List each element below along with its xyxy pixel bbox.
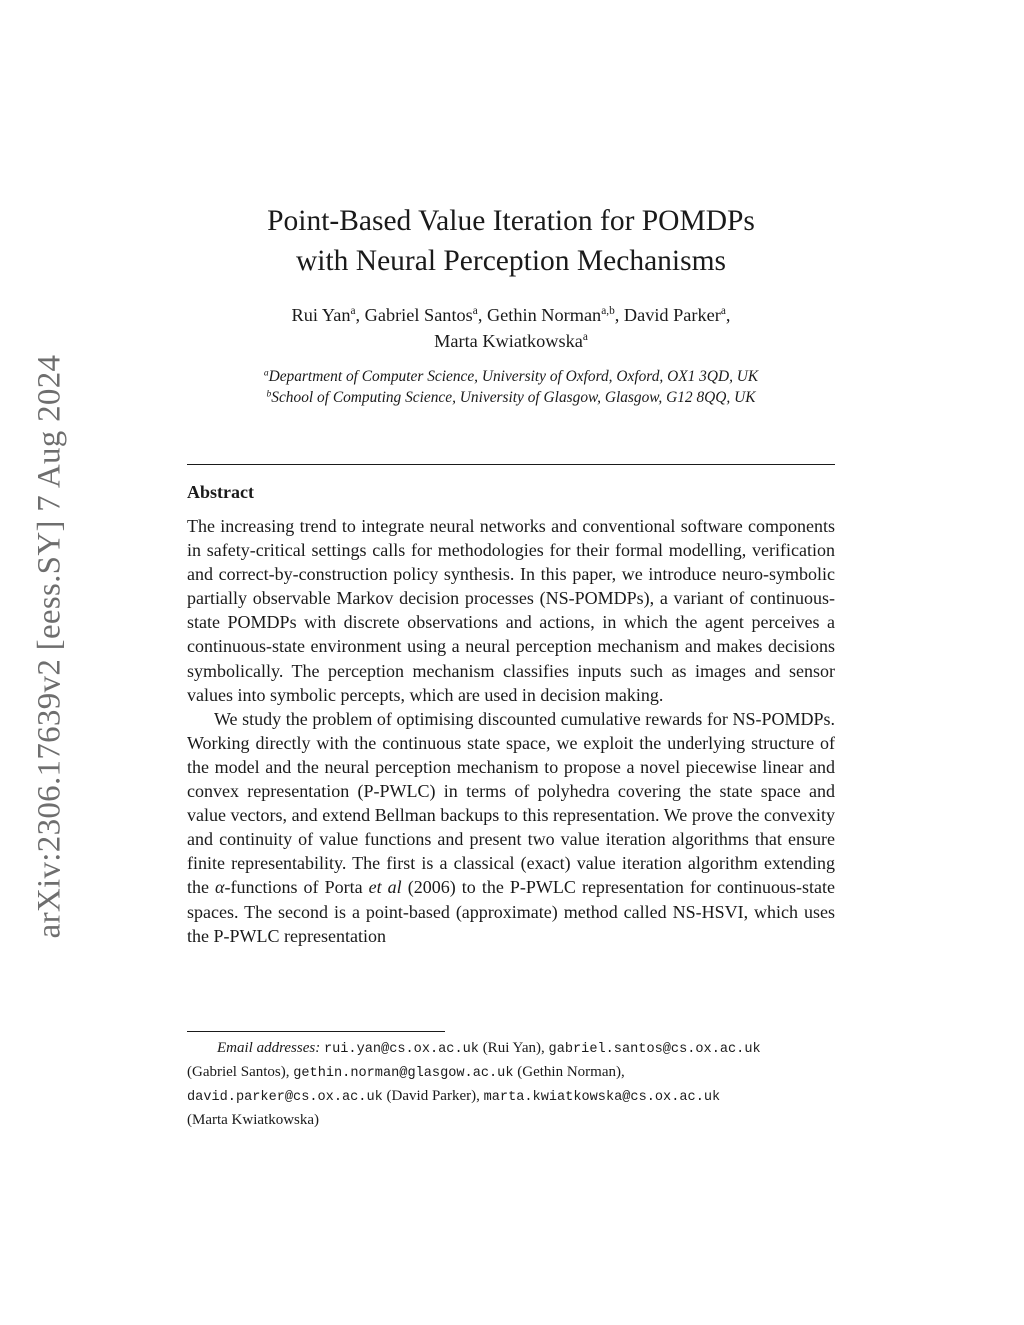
alpha-symbol: α: [215, 877, 225, 898]
abstract-text: (2006) to the P-PWLC representation for continuous-state spaces. The second is a point-based (approximate) method called NS-HSVI, which uses the P-PWLC representation: [187, 877, 835, 946]
email-owner: (Marta Kwiatkowska): [187, 1112, 320, 1128]
author-name: Rui Yan: [291, 305, 351, 325]
email-owner: (Gabriel Santos): [187, 1064, 286, 1080]
email-address[interactable]: gethin.norman@glasgow.ac.uk: [293, 1066, 514, 1081]
email-separator: ,: [620, 1064, 625, 1080]
affiliation-mark: a: [263, 367, 269, 379]
email-footnote: [187, 1037, 835, 1131]
abstract-paragraph-2: [187, 707, 835, 948]
abstract-text: We study the problem of optimising discounted cumulative rewards for NS-POMDPs. Working directly with the continuous state space, we exploit the underlying structure of the model and the neural perception mechanism to propose a novel piecewise linear and convex representation (P-PWLC) in terms of polyhedra covering the state space and value vectors, and extend Bellman backups to this representation. We prove the convexity and continuity of value functions and present two value iteration algorithms that ensure finite representability. The first is a classical (exact) value iteration algorithm extending the: [187, 708, 835, 898]
abstract-text: -functions of Porta: [224, 877, 369, 898]
author-name: David Parker: [623, 305, 721, 325]
email-address[interactable]: gabriel.santos@cs.ox.ac.uk: [548, 1042, 761, 1057]
author-affiliation-mark: a: [720, 305, 726, 318]
email-owner: (Gethin Norman): [517, 1064, 621, 1080]
affiliation-list: [187, 366, 835, 408]
affiliation-line: [187, 387, 835, 408]
arxiv-identifier-text: arXiv:2306.17639v2 [eess.SY] 7 Aug 2024: [31, 354, 68, 938]
abstract-paragraph-1: The increasing trend to integrate neural networks and conventional software components in safety-critical settings calls for methodologies for their formal modelling, verification and correct-by-construction policy synthesis. In this paper, we introduce neuro-symbolic partially observable Markov decision processes (NS-POMDPs), a variant of continuous-state POMDPs with discrete observations and actions, in which the agent perceives a continuous-state environment using a neural perception mechanism and makes decisions symbolically. The perception mechanism classifies inputs such as images and sensor values into symbolic percepts, which are used in decision making.: [187, 516, 835, 705]
footnote-lead: Email addresses:: [217, 1040, 321, 1056]
email-address[interactable]: david.parker@cs.ox.ac.uk: [187, 1090, 383, 1105]
email-address[interactable]: rui.yan@cs.ox.ac.uk: [323, 1042, 479, 1057]
et-al-text: et al: [368, 877, 402, 898]
author-affiliation-mark: a: [472, 305, 478, 318]
author-name: Marta Kwiatkowska: [434, 331, 583, 351]
abstract-heading: Abstract: [187, 482, 254, 502]
paper-title-line-2: with Neural Perception Mechanisms: [295, 245, 727, 277]
abstract-top-rule: [187, 464, 835, 465]
author-separator: ,: [614, 305, 624, 325]
author-separator: ,: [477, 305, 487, 325]
affiliation-text: Department of Computer Science, University of Oxford, Oxford, OX1 3QD, UK: [268, 368, 759, 385]
author-separator: ,: [355, 305, 365, 325]
author-affiliation-mark: a: [582, 331, 588, 344]
email-separator: ,: [285, 1064, 294, 1080]
email-address[interactable]: marta.kwiatkowska@cs.ox.ac.uk: [483, 1090, 721, 1105]
author-name: Gethin Norman: [486, 305, 602, 325]
affiliation-line: [187, 366, 835, 387]
author-affiliation-mark: a: [350, 305, 356, 318]
affiliation-mark: b: [266, 388, 272, 400]
email-separator: ,: [476, 1088, 484, 1104]
footnote-rule: [187, 1031, 445, 1032]
email-owner: (David Parker): [386, 1088, 477, 1104]
paper-title-line-1: Point-Based Value Iteration for POMDPs: [267, 205, 755, 237]
email-owner: (Rui Yan): [482, 1040, 542, 1056]
affiliation-text: School of Computing Science, University of Glasgow, Glasgow, G12 8QQ, UK: [271, 389, 756, 406]
author-affiliation-mark: a,b: [601, 305, 615, 318]
abstract-body: [187, 514, 835, 948]
paper-title: [187, 201, 835, 281]
email-separator: ,: [541, 1040, 549, 1056]
author-separator: ,: [725, 305, 731, 325]
arxiv-identifier-sidebar: [29, 346, 71, 946]
author-name: Gabriel Santos: [364, 305, 473, 325]
author-list: [187, 302, 835, 354]
